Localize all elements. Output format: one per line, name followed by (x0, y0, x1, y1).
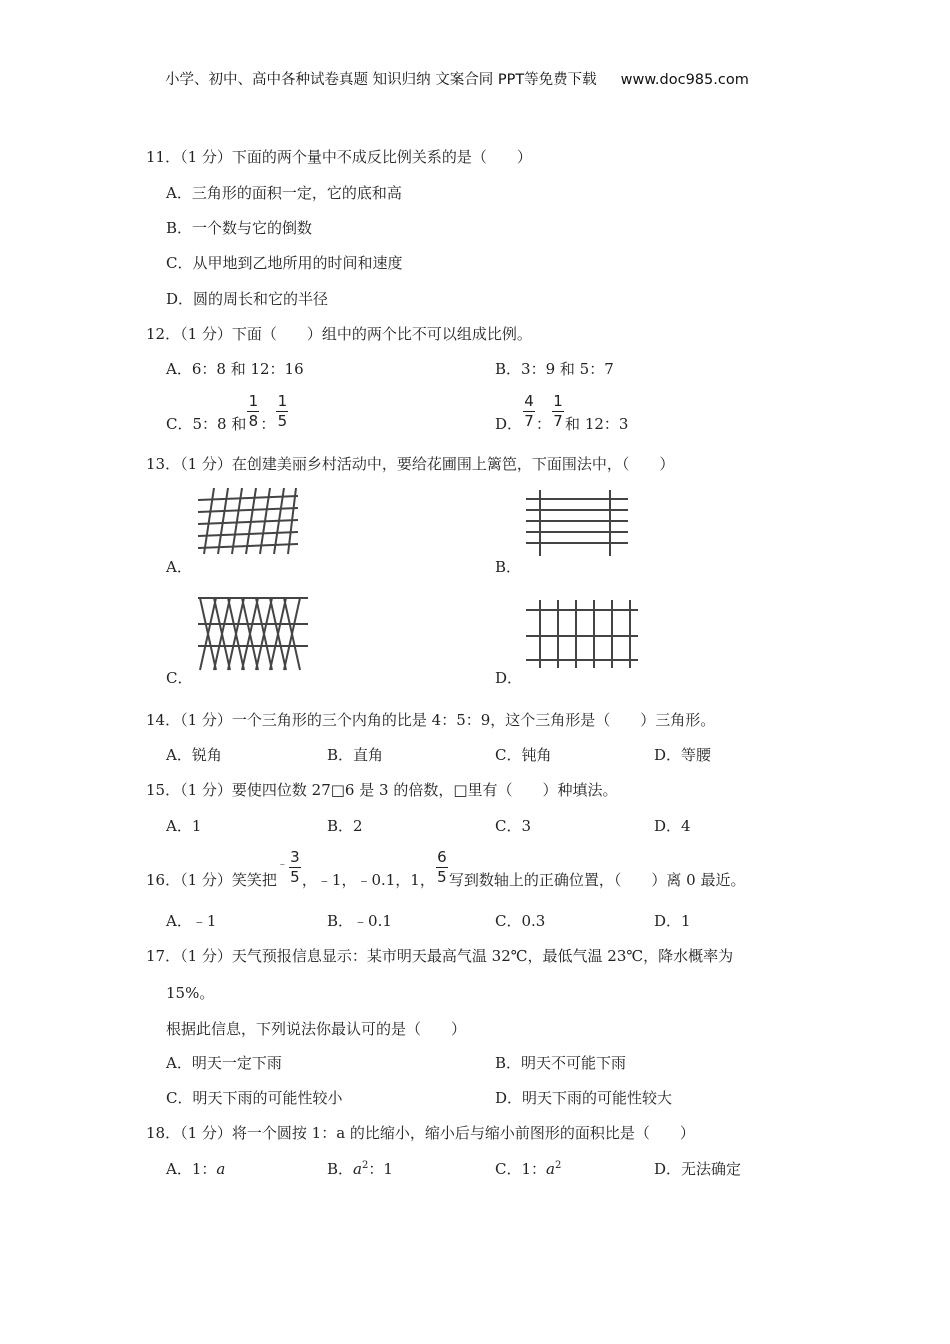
q12-c-prefix: C．5：8 和 (166, 415, 247, 433)
fraction-1-5: $\frac{1}{5}$ (277, 392, 288, 430)
q15-option-b[interactable]: B．2 (327, 817, 363, 835)
question-16-stem (146, 849, 745, 890)
q11-option-a[interactable]: A．三角形的面积一定，它的底和高 (166, 184, 402, 202)
q15-option-c[interactable]: C．3 (495, 817, 532, 835)
fraction-4-7: $\frac{4}{7}$ (524, 392, 534, 430)
q14-option-d[interactable]: D．等腰 (654, 746, 712, 764)
q12-option-b[interactable]: B．3：9 和 5：7 (495, 360, 614, 378)
question-12-stem: 12．（1 分）下面（ ）组中的两个比不可以组成比例。 (146, 325, 532, 343)
q16-option-d[interactable]: D．1 (654, 912, 691, 930)
q16-option-c[interactable]: C．0.3 (495, 912, 546, 930)
q17-option-d[interactable]: D．明天下雨的可能性较大 (495, 1089, 673, 1107)
q12-option-d[interactable] (495, 393, 628, 434)
ratio-sep: ： (260, 415, 276, 433)
q14-option-c[interactable]: C．钝角 (495, 746, 552, 764)
q14-option-b[interactable]: B．直角 (327, 746, 384, 764)
q13-option-b[interactable]: B． (495, 558, 522, 576)
fence-figure-c (194, 594, 310, 672)
fence-figure-b (524, 488, 630, 558)
q18-option-a[interactable]: A．1：a (166, 1160, 226, 1178)
q12-option-c[interactable] (166, 393, 289, 434)
fraction-1-7: $\frac{1}{7}$ (553, 392, 563, 430)
fence-figure-d (524, 598, 640, 670)
q14-option-a[interactable]: A．锐角 (166, 746, 222, 764)
q16-option-a[interactable]: A．﹣1 (166, 912, 217, 930)
question-15-stem: 15．（1 分）要使四位数 27□6 是 3 的倍数，□里有（ ）种填法。 (146, 781, 618, 799)
question-14-stem: 14．（1 分）一个三角形的三个内角的比是 4：5：9，这个三角形是（ ）三角形。 (146, 711, 716, 729)
q11-option-d[interactable]: D．圆的周长和它的半径 (166, 290, 329, 308)
fraction-1-8: $\frac{1}{8}$ (248, 392, 259, 430)
q16-suffix: 写到数轴上的正确位置，（ ）离 0 最近。 (448, 871, 746, 889)
q13-option-d[interactable]: D． (495, 669, 523, 687)
q17-option-c[interactable]: C．明天下雨的可能性较小 (166, 1089, 343, 1107)
q12-d-suffix: 和 12：3 (565, 415, 629, 433)
q15-option-a[interactable]: A．1 (166, 817, 202, 835)
fraction-6-5: $\frac{6}{5}$ (437, 848, 447, 886)
q18-option-b[interactable]: B．$a^2$：1 (327, 1160, 393, 1178)
q12-option-a[interactable]: A．6：8 和 12：16 (166, 360, 304, 378)
q16-prefix: 16．（1 分）笑笑把 (146, 871, 277, 889)
q16-option-b[interactable]: B．﹣0.1 (327, 912, 392, 930)
question-17-stem-line1: 17．（1 分）天气预报信息显示：某市明天最高气温 32℃，最低气温 23℃，降水概率为 (146, 947, 734, 965)
fraction-3-5: $\frac{3}{5}$ (290, 848, 300, 886)
fence-figure-a (194, 484, 300, 556)
q16-mid: ，﹣1，﹣0.1，1， (301, 871, 435, 889)
minus-sign: ﹣ (276, 857, 288, 870)
question-17-stem-line2: 15%。 (166, 984, 215, 1002)
q12-d-prefix: D． (495, 415, 523, 433)
q13-option-c[interactable]: C． (166, 669, 193, 687)
q11-option-c[interactable]: C．从甲地到乙地所用的时间和速度 (166, 254, 403, 272)
page-header (165, 68, 749, 89)
question-13-stem: 13．（1 分）在创建美丽乡村活动中，要给花圃围上篱笆，下面围法中，（ ） (146, 455, 675, 473)
q17-option-b[interactable]: B．明天不可能下雨 (495, 1054, 627, 1072)
q13-option-a[interactable]: A． (166, 558, 192, 576)
question-18-stem: 18．（1 分）将一个圆按 1：a 的比缩小，缩小后与缩小前图形的面积比是（ ） (146, 1124, 695, 1142)
q17-option-a[interactable]: A．明天一定下雨 (166, 1054, 282, 1072)
header-url[interactable]: www.doc985.com (620, 72, 749, 88)
q18-option-c[interactable]: C．1：$a^2$ (495, 1160, 562, 1178)
question-17-stem-line3: 根据此信息，下列说法你最认可的是（ ） (166, 1020, 467, 1038)
ratio-sep: ： (536, 415, 552, 433)
q11-option-b[interactable]: B．一个数与它的倒数 (166, 219, 313, 237)
q15-option-d[interactable]: D．4 (654, 817, 691, 835)
question-11-stem: 11．（1 分）下面的两个量中不成反比例关系的是（ ） (146, 148, 532, 166)
q18-option-d[interactable]: D．无法确定 (654, 1160, 742, 1178)
header-text: 小学、初中、高中各种试卷真题 知识归纳 文案合同 PPT等免费下载 (165, 72, 597, 88)
